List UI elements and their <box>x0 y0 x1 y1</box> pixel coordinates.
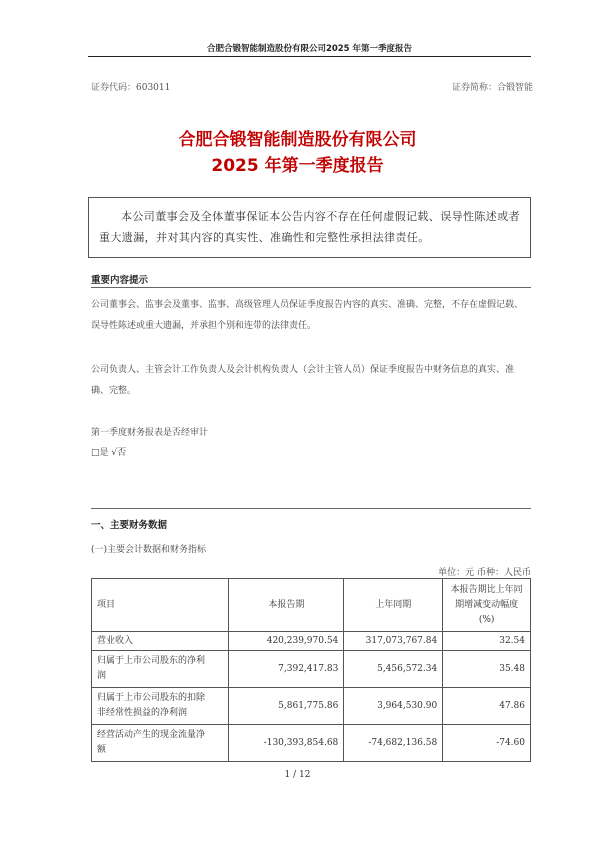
running-header: 合肥合锻智能制造股份有限公司2025 年第一季度报告 <box>206 44 413 54</box>
section-heading-financial-data: 一、主要财务数据 <box>91 520 168 531</box>
row-item-line2: 额 <box>97 745 107 755</box>
board-notice-box <box>88 197 531 258</box>
header-change-line3: (%) <box>478 614 495 625</box>
important-rule <box>91 287 531 288</box>
row-prior: 5,456,572.34 <box>344 651 443 688</box>
page-number: 1 / 12 <box>284 770 311 780</box>
row-item-line1: 归属于上市公司股东的净利 <box>97 656 206 666</box>
row-item: 营业收入 <box>92 632 229 651</box>
important-paragraph-1: 公司董事会、监事会及董事、监事、高级管理人员保证季度报告内容的真实、准确、完整，不存在虚假记载、误导性陈述或重大遗漏，并承担个别和连带的法律责任。 <box>91 300 524 331</box>
row-prior: 317,073,767.84 <box>344 632 443 651</box>
row-current: -130,393,854.68 <box>229 725 344 762</box>
row-item-line2: 润 <box>97 671 107 681</box>
row-item-line1: 归属于上市公司股东的扣除 <box>97 693 206 703</box>
row-change: 32.54 <box>443 632 531 651</box>
row-current: 420,239,970.54 <box>229 632 344 651</box>
row-item <box>92 725 229 762</box>
row-prior: -74,682,136.58 <box>344 725 443 762</box>
audit-question: 第一季度财务报表是否经审计 <box>91 428 209 438</box>
board-notice-text: 本公司董事会及全体董事保证本公告内容不存在任何虚假记载、误导性陈述或者重大遗漏，并对其内容的真实性、准确性和完整性承担法律责任。 <box>99 210 520 244</box>
audit-answer: □是 √否 <box>91 448 127 458</box>
report-title-company: 合肥合锻智能制造股份有限公司 <box>178 130 417 150</box>
row-change: 35.48 <box>443 651 531 688</box>
table-row <box>92 725 531 762</box>
table-row <box>92 632 531 651</box>
stock-code: 证券代码：603011 <box>91 83 171 93</box>
row-item <box>92 688 229 725</box>
header-item: 项目 <box>92 579 229 632</box>
table-header-row <box>92 579 531 632</box>
subsection-heading: (一)主要会计数据和财务指标 <box>91 545 207 555</box>
table-row <box>92 651 531 688</box>
header-current-period: 本报告期 <box>229 579 344 632</box>
header-change <box>443 579 531 632</box>
row-prior: 3,964,530.90 <box>344 688 443 725</box>
row-item-line2: 非经常性损益的净利润 <box>97 708 188 718</box>
important-paragraph-2: 公司负责人、主管会计工作负责人及会计机构负责人（会计主管人员）保证季度报告中财务信息的真实、准确、完整。 <box>91 365 515 396</box>
stock-abbreviation: 证券简称：合锻智能 <box>451 83 533 93</box>
row-item-line1: 经营活动产生的现金流量净 <box>97 730 206 740</box>
row-item <box>92 651 229 688</box>
financial-indicators-table <box>91 578 531 762</box>
header-change-line1: 本报告期比上年同 <box>450 584 523 595</box>
row-change: -74.60 <box>443 725 531 762</box>
table-row <box>92 688 531 725</box>
row-change: 47.86 <box>443 688 531 725</box>
header-change-line2: 期增减变动幅度 <box>455 599 519 610</box>
header-prior-period: 上年同期 <box>344 579 443 632</box>
header-rule <box>88 56 531 57</box>
important-heading: 重要内容提示 <box>91 275 149 286</box>
section-rule <box>91 508 531 509</box>
row-current: 5,861,775.86 <box>229 688 344 725</box>
unit-currency-note: 单位：元 币种：人民币 <box>438 568 531 578</box>
report-title-period: 2025 年第一季度报告 <box>211 156 384 176</box>
row-current: 7,392,417.83 <box>229 651 344 688</box>
